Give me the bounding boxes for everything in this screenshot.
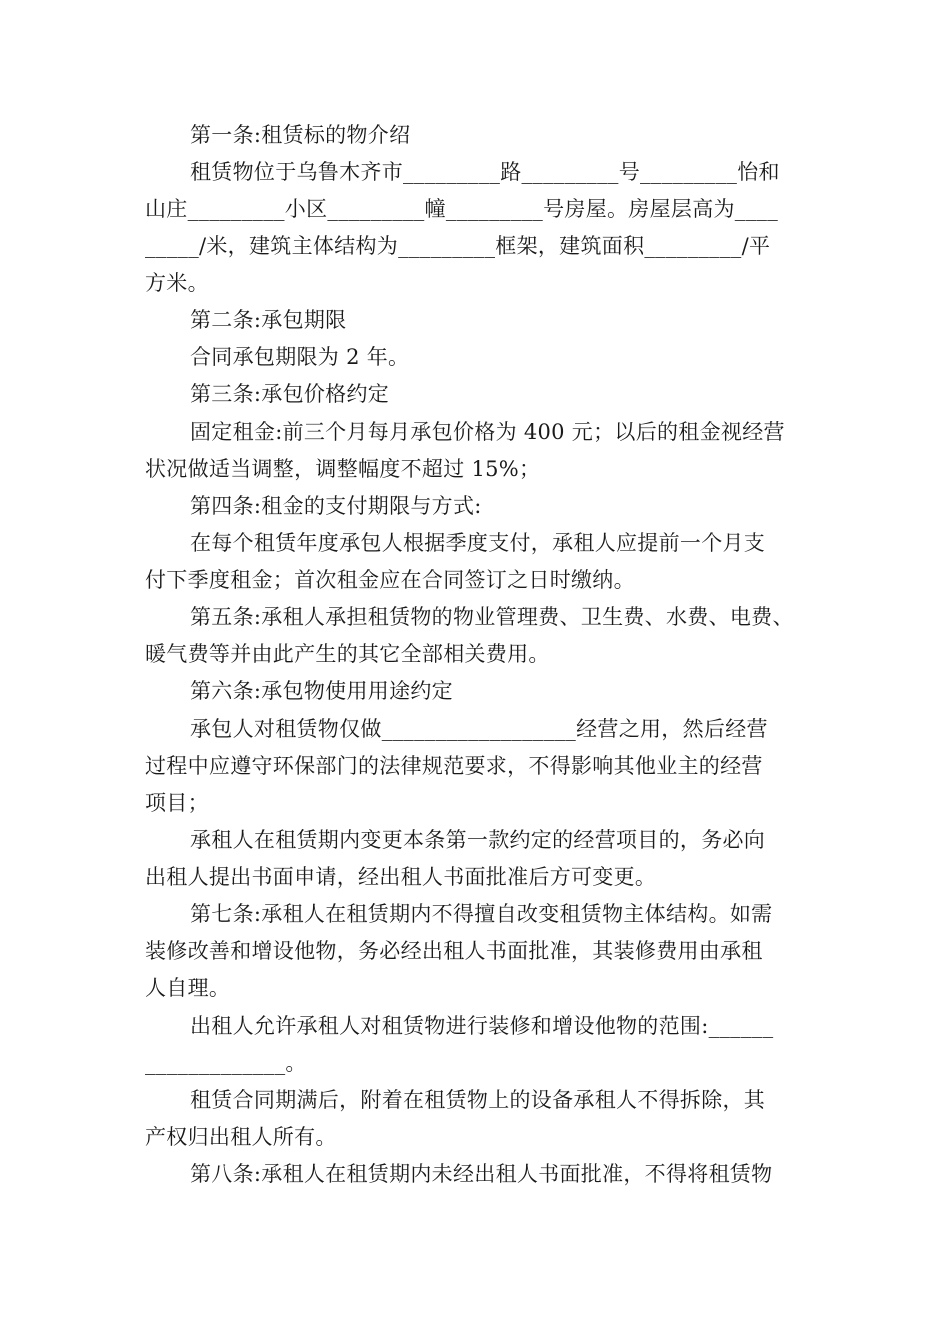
clause-7-heading: 第七条:承租人在租赁期内不得擅自改变租赁物主体结构。如需 xyxy=(190,902,773,926)
clause-8-heading: 第八条:承租人在租赁期内未经出租人书面批准，不得将租赁物 xyxy=(190,1162,773,1186)
text-line: 山庄_________小区_________幢_________号房屋。房屋层高为____ xyxy=(145,197,778,221)
text-line: _____/米，建筑主体结构为_________框架，建筑面积_________/平 xyxy=(145,234,771,258)
text-line: 出租人允许承租人对租赁物进行装修和增设他物的范围:______ xyxy=(190,1014,774,1038)
clause-1-heading: 第一条:租赁标的物介绍 xyxy=(190,123,411,147)
clause-5-heading: 第五条:承租人承担租赁物的物业管理费、卫生费、水费、电费、 xyxy=(190,605,794,629)
clause-6-heading: 第六条:承包物使用用途约定 xyxy=(190,679,453,703)
text-line: 合同承包期限为 2 年。 xyxy=(190,345,410,369)
text-line: 方米。 xyxy=(145,271,209,295)
clause-2-heading: 第二条:承包期限 xyxy=(190,308,347,332)
text-line: 人自理。 xyxy=(145,976,231,1000)
text-line: _____________。 xyxy=(145,1051,307,1075)
text-line: 租赁合同期满后，附着在租赁物上的设备承租人不得拆除，其 xyxy=(190,1088,766,1112)
text-line: 租赁物位于乌鲁木齐市_________路_________号_________怡和 xyxy=(190,160,780,184)
text-line: 过程中应遵守环保部门的法律规范要求，不得影响其他业主的经营 xyxy=(145,754,763,778)
clause-4-heading: 第四条:租金的支付期限与方式: xyxy=(190,494,482,518)
clause-3-heading: 第三条:承包价格约定 xyxy=(190,382,390,406)
text-line: 在每个租赁年度承包人根据季度支付，承租人应提前一个月支 xyxy=(190,531,766,555)
text-line: 付下季度租金；首次租金应在合同签订之日时缴纳。 xyxy=(145,568,635,592)
text-line: 出租人提出书面申请，经出租人书面批准后方可变更。 xyxy=(145,865,657,889)
text-line: 装修改善和增设他物，务必经出租人书面批准，其装修费用由承租 xyxy=(145,939,763,963)
text-line: 项目； xyxy=(145,791,209,815)
text-line: 承包人对租赁物仅做__________________经营之用，然后经营 xyxy=(190,717,768,741)
text-line: 暖气费等并由此产生的其它全部相关费用。 xyxy=(145,642,550,666)
text-line: 承租人在租赁期内变更本条第一款约定的经营项目的，务必向 xyxy=(190,828,766,852)
text-line: 状况做适当调整，调整幅度不超过 15%； xyxy=(145,457,541,481)
text-line: 固定租金:前三个月每月承包价格为 400 元；以后的租金视经营 xyxy=(190,420,785,444)
text-line: 产权归出租人所有。 xyxy=(145,1125,337,1149)
